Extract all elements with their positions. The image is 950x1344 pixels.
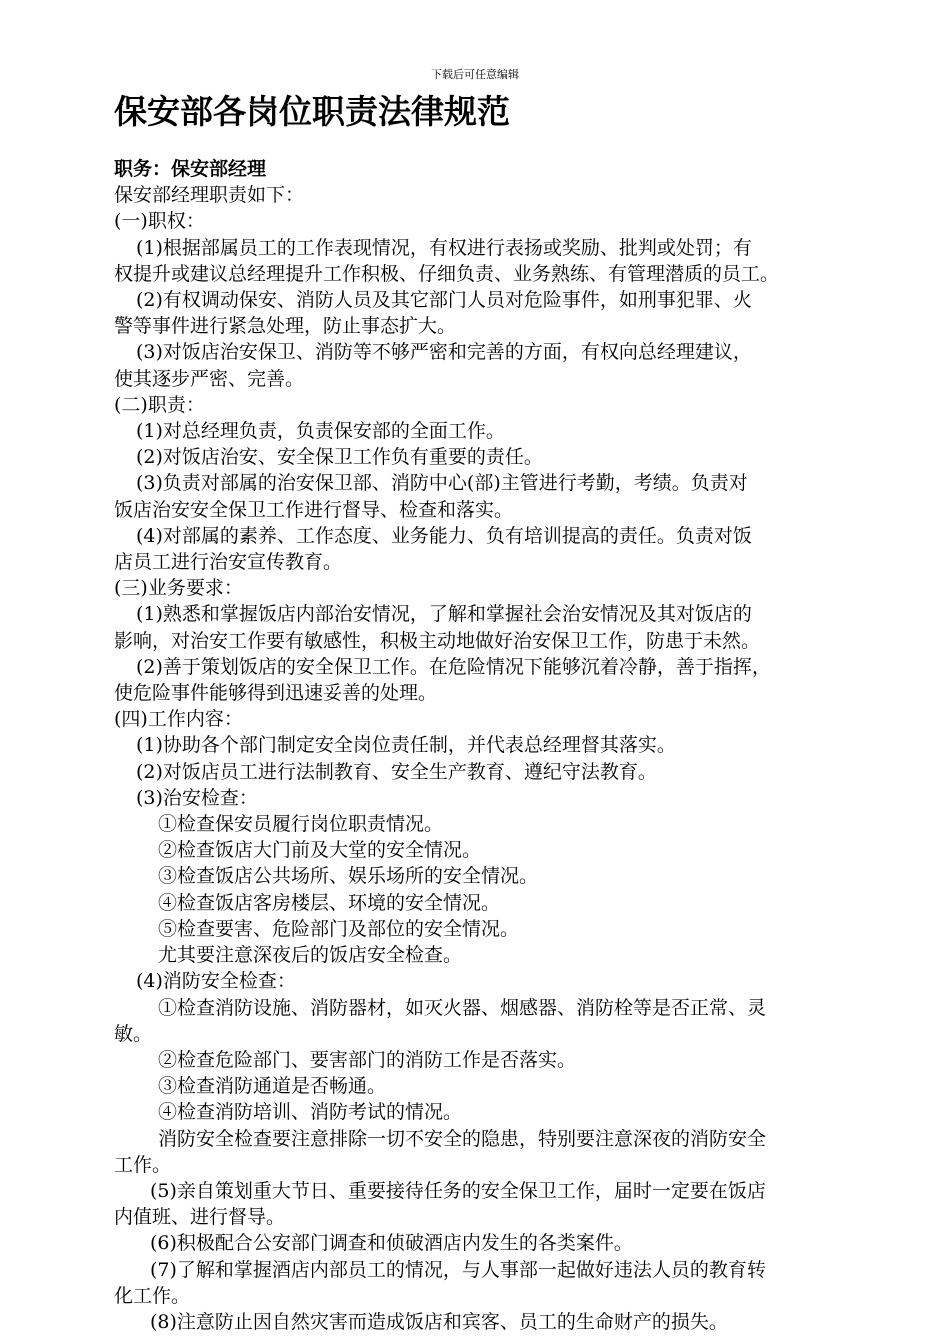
text-line: (1)对总经理负责，负责保安部的全面工作。 [136, 420, 505, 443]
text-line: ②检查饭店大门前及大堂的安全情况。 [158, 839, 482, 862]
text-line: ③检查消防通道是否畅通。 [158, 1075, 387, 1098]
text-line: ③检查饭店公共场所、娱乐场所的安全情况。 [158, 865, 539, 888]
text-line: (2)善于策划饭店的安全保卫工作。在危险情况下能够沉着冷静，善于指挥， [136, 655, 771, 678]
text-line: (6)积极配合公安部门调查和侦破酒店内发生的各类案件。 [150, 1232, 633, 1255]
text-line: 使其逐步严密、完善。 [114, 367, 305, 390]
text-line: (1)根据部属员工的工作表现情况，有权进行表扬或奖励、批判或处罚；有 [136, 236, 752, 259]
text-line: (5)亲自策划重大节日、重要接待任务的安全保卫工作，届时一定要在饭店 [150, 1179, 766, 1202]
text-line: (一)职权： [114, 210, 205, 233]
text-line: (7)了解和掌握酒店内部员工的情况，与人事部一起做好违法人员的教育转 [150, 1258, 766, 1281]
text-line: (1)熟悉和掌握饭店内部治安情况，了解和掌握社会治安情况及其对饭店的 [136, 603, 752, 626]
text-line: (3)对饭店治安保卫、消防等不够严密和完善的方面，有权向总经理建议， [136, 341, 752, 364]
body-lines [114, 182, 894, 1335]
text-line: 警等事件进行紧急处理，防止事态扩大。 [114, 315, 457, 338]
text-line: (2)对饭店员工进行法制教育、安全生产教育、遵纪守法教育。 [136, 760, 657, 783]
text-line: (1)协助各个部门制定安全岗位责任制，并代表总经理督其落实。 [136, 734, 676, 757]
text-line: ⑤检查要害、危险部门及部位的安全情况。 [158, 917, 520, 940]
text-line: (8)注意防止因自然灾害而造成饭店和宾客、员工的生命财产的损失。 [150, 1310, 728, 1333]
text-line: (四)工作内容： [114, 708, 243, 731]
text-line: ④检查饭店客房楼层、环境的安全情况。 [158, 891, 501, 914]
header-note: 下载后可任意编辑 [431, 68, 519, 81]
position-heading: 职务：保安部经理 [114, 158, 267, 180]
text-line: ④检查消防培训、消防考试的情况。 [158, 1101, 463, 1124]
text-line: 尤其要注意深夜后的饭店安全检查。 [158, 944, 463, 967]
text-line: 店员工进行治安宣传教育。 [114, 551, 343, 574]
text-line: ②检查危险部门、要害部门的消防工作是否落实。 [158, 1048, 577, 1071]
text-line: 保安部经理职责如下： [114, 184, 305, 207]
text-line: 内值班、进行督导。 [114, 1206, 286, 1229]
text-line: 化工作。 [114, 1284, 191, 1307]
text-line: (3)治安检查： [136, 786, 258, 809]
text-line: ①检查保安员履行岗位职责情况。 [158, 813, 444, 836]
text-line: (4)对部属的素养、工作态度、业务能力、负有培训提高的责任。负责对饭 [136, 524, 752, 547]
text-line: (三)业务要求： [114, 577, 243, 600]
text-line: (2)有权调动保安、消防人员及其它部门人员对危险事件，如刑事犯罪、火 [136, 289, 752, 312]
text-line: (二)职责： [114, 393, 205, 416]
page-title: 保安部各岗位职责法律规范 [114, 92, 510, 131]
text-line: 影响，对治安工作要有敏感性，积极主动地做好治安保卫工作，防患于未然。 [114, 629, 761, 652]
text-line: (3)负责对部属的治安保卫部、消防中心(部)主管进行考勤，考绩。负责对 [136, 472, 748, 495]
text-line: 权提升或建议总经理提升工作积极、仔细负责、业务熟练、有管理潜质的员工。 [114, 262, 780, 285]
document-body [114, 156, 894, 1335]
text-line: (4)消防安全检查： [136, 970, 296, 993]
text-line: 饭店治安安全保卫工作进行督导、检查和落实。 [114, 498, 514, 521]
text-line: 工作。 [114, 1153, 172, 1176]
text-line: ①检查消防设施、消防器材，如灭火器、烟感器、消防栓等是否正常、灵 [158, 996, 767, 1019]
text-line: 消防安全检查要注意排除一切不安全的隐患，特别要注意深夜的消防安全 [158, 1127, 767, 1150]
text-line: 使危险事件能够得到迅速妥善的处理。 [114, 682, 438, 705]
text-line: 敏。 [114, 1022, 153, 1045]
text-line: (2)对饭店治安、安全保卫工作负有重要的责任。 [136, 446, 543, 469]
